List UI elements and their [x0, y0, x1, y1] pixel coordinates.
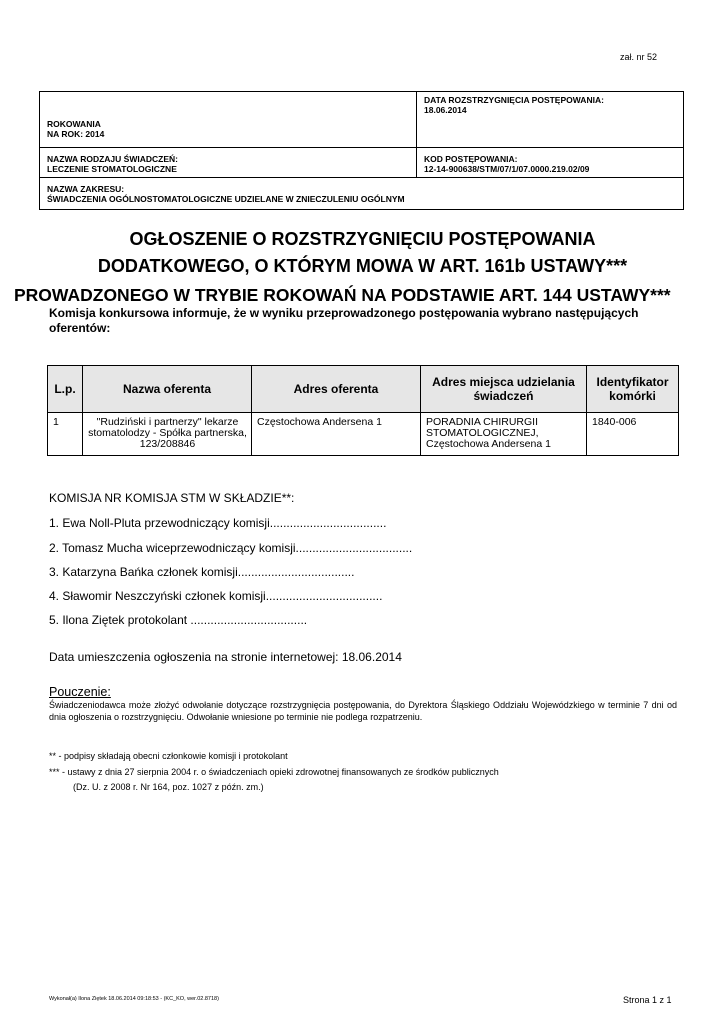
cell-lp: 1	[48, 413, 83, 456]
header-table	[39, 91, 684, 210]
page-number: Strona 1 z 1	[623, 995, 672, 1005]
col-header-adres: Adres oferenta	[252, 366, 421, 413]
rokowania-label: ROKOWANIA	[47, 119, 101, 129]
table-header-row	[48, 366, 679, 413]
nazwa-rodzaju-value: LECZENIE STOMATOLOGICZNE	[47, 164, 177, 174]
col-header-identyfikator: Identyfikator komórki	[587, 366, 679, 413]
data-cell	[417, 92, 684, 148]
kod-label: KOD POSTĘPOWANIA:	[424, 154, 518, 164]
nazwa-rodzaju-cell	[40, 148, 417, 178]
intro-text: Komisja konkursowa informuje, że w wyniku przeprowadzonego postępowania wybrano następujących oferentów:	[49, 306, 639, 335]
member-2: 2. Tomasz Mucha wiceprzewodniczący komisji...................................	[49, 541, 413, 555]
komisja-heading: KOMISJA NR KOMISJA STM W SKŁADZIE**:	[49, 491, 295, 505]
pouczenie-text: Świadczeniodawca może złożyć odwołanie dotyczące rozstrzygnięcia postępowania, do Dyrektora Śląskiego Oddziału Wojewódzkiego w terminie 7 dni od dnia ogłoszenia o rozstrzygnięciu. Odwołanie wniesione po terminie nie podlega rozpatrzeniu.	[49, 700, 677, 722]
cell-miejsce: PORADNIA CHIRURGII STOMATOLOGICZNEJ, Częstochowa Andersena 1	[421, 413, 587, 456]
zakres-value: ŚWIADCZENIA OGÓLNOSTOMATOLOGICZNE UDZIELANE W ZNIECZULENIU OGÓLNYM	[47, 194, 405, 204]
note-law: *** - ustawy z dnia 27 sierpnia 2004 r. o świadczeniach opieki zdrowotnej finansowanych ze środków publicznych	[49, 767, 499, 777]
member-4: 4. Sławomir Neszczyński członek komisji...................................	[49, 589, 383, 603]
note-law-reference: (Dz. U. z 2008 r. Nr 164, poz. 1027 z późn. zm.)	[73, 782, 264, 792]
note-signatures: ** - podpisy składają obecni członkowie komisji i protokolant	[49, 751, 288, 761]
cell-nazwa: "Rudziński i partnerzy" lekarze stomatolodzy - Spółka partnerska, 123/208846	[83, 413, 252, 456]
col-header-lp: L.p.	[48, 366, 83, 413]
kod-value: 12-14-900638/STM/07/1/07.0000.219.02/09	[424, 164, 590, 174]
nazwa-rodzaju-label: NAZWA RODZAJU ŚWIADCZEŃ:	[47, 154, 178, 164]
attachment-number: zał. nr 52	[620, 52, 658, 62]
title-line-2: DODATKOWEGO, O KTÓRYM MOWA W ART. 161b USTAWY***	[97, 256, 628, 276]
member-5: 5. Ilona Ziętek protokolant ...................................	[49, 613, 308, 627]
cell-identyfikator: 1840-006	[587, 413, 679, 456]
pouczenie-title: Pouczenie:	[49, 685, 111, 699]
table-row	[48, 413, 679, 456]
footer-author: Wykonał(a) Ilona Ziętek 18.06.2014 09:18:53 - (KC_KO, wer.02.8718)	[49, 996, 219, 1002]
rok-value: NA ROK: 2014	[47, 129, 105, 139]
zakres-cell	[40, 178, 684, 210]
zakres-label: NAZWA ZAKRESU:	[47, 184, 125, 194]
offerors-table	[47, 365, 679, 456]
kod-cell	[417, 148, 684, 178]
rokowania-cell	[40, 92, 417, 148]
member-3: 3. Katarzyna Bańka członek komisji...................................	[49, 565, 355, 579]
data-label: DATA ROZSTRZYGNIĘCIA POSTĘPOWANIA:	[424, 95, 604, 105]
data-value: 18.06.2014	[424, 105, 467, 115]
publication-date: Data umieszczenia ogłoszenia na stronie internetowej: 18.06.2014	[49, 650, 402, 664]
member-1: 1. Ewa Noll-Pluta przewodniczący komisji...................................	[49, 516, 387, 530]
title-line-3: PROWADZONEGO W TRYBIE ROKOWAŃ NA PODSTAWIE ART. 144 USTAWY***	[14, 285, 671, 305]
cell-adres: Częstochowa Andersena 1	[252, 413, 421, 456]
col-header-nazwa: Nazwa oferenta	[83, 366, 252, 413]
col-header-miejsce: Adres miejsca udzielania świadczeń	[421, 366, 587, 413]
title-line-1: OGŁOSZENIE O ROZSTRZYGNIĘCIU POSTĘPOWANIA	[129, 229, 596, 249]
